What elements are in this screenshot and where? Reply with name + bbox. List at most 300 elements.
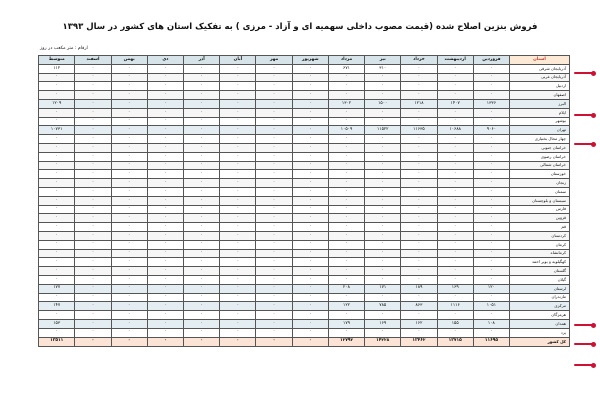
value-cell: ۰ [220, 258, 256, 267]
value-cell: ۰ [147, 161, 183, 170]
value-cell: ۰ [473, 258, 509, 267]
value-cell: ۰ [184, 258, 220, 267]
value-cell: ۰ [292, 249, 328, 258]
province-cell: کهگیلویه و بویر احمد [510, 258, 570, 267]
province-cell: ایلام [510, 108, 570, 117]
province-cell: یزد [510, 328, 570, 337]
value-cell: ۱۵۳ [39, 319, 75, 328]
value-cell: ۰ [220, 302, 256, 311]
value-cell: ۰ [147, 319, 183, 328]
value-cell: ۰ [75, 73, 111, 82]
value-cell: ۰ [473, 293, 509, 302]
value-cell: ۰ [39, 82, 75, 91]
value-cell: ۰ [184, 196, 220, 205]
value-cell: ۰ [75, 302, 111, 311]
value-cell: ۰ [75, 258, 111, 267]
table-row [39, 240, 570, 249]
value-cell: ۰ [111, 161, 147, 170]
value-cell: ۰ [75, 293, 111, 302]
value-cell: ۰ [473, 240, 509, 249]
value-cell: ۰ [473, 205, 509, 214]
value-cell: ۰ [184, 328, 220, 337]
province-cell: قزوین [510, 214, 570, 223]
value-cell: ۰ [256, 187, 292, 196]
value-cell: ۰ [39, 328, 75, 337]
value-cell: ۰ [473, 223, 509, 232]
value-cell: ۰ [220, 214, 256, 223]
value-cell: ۰ [437, 267, 473, 276]
value-cell: ۰ [111, 73, 147, 82]
total-label-cell: کل کشور [510, 337, 570, 346]
value-cell: ۱۰۶۸۸ [437, 126, 473, 135]
province-cell: زنجان [510, 179, 570, 188]
value-cell: ۰ [111, 117, 147, 126]
province-cell: خوزستان [510, 170, 570, 179]
value-cell: ۰ [437, 161, 473, 170]
column-header-province: استان [510, 56, 570, 65]
total-value-cell: ۰ [75, 337, 111, 346]
table-row [39, 328, 570, 337]
value-cell: ۰ [256, 64, 292, 73]
value-cell: ۰ [437, 240, 473, 249]
value-cell: ۰ [184, 187, 220, 196]
value-cell: ۰ [437, 196, 473, 205]
table-row [39, 170, 570, 179]
value-cell: ۰ [75, 108, 111, 117]
value-cell: ۰ [365, 108, 401, 117]
value-cell: ۰ [75, 319, 111, 328]
value-cell: ۱۰۸ [473, 319, 509, 328]
value-cell: ۰ [437, 205, 473, 214]
sales-table-container [38, 55, 570, 347]
value-cell: ۰ [75, 99, 111, 108]
value-cell: ۰ [75, 231, 111, 240]
value-cell: ۰ [220, 311, 256, 320]
value-cell: ۰ [147, 196, 183, 205]
value-cell: ۰ [437, 91, 473, 100]
value-cell: ۰ [437, 231, 473, 240]
value-cell: ۰ [328, 73, 364, 82]
province-cell: گلستان [510, 267, 570, 276]
value-cell: ۰ [184, 143, 220, 152]
value-cell: ۰ [184, 302, 220, 311]
value-cell: ۰ [75, 117, 111, 126]
value-cell: ۰ [437, 223, 473, 232]
value-cell: ۰ [473, 143, 509, 152]
value-cell: ۰ [292, 284, 328, 293]
table-row [39, 302, 570, 311]
value-cell: ۰ [111, 99, 147, 108]
table-row [39, 214, 570, 223]
highlight-arrow [574, 72, 593, 74]
total-value-cell: ۰ [184, 337, 220, 346]
value-cell: ۰ [184, 91, 220, 100]
value-cell: ۱۶۹ [365, 319, 401, 328]
table-row [39, 319, 570, 328]
province-cell: آذربایجان غربی [510, 73, 570, 82]
value-cell: ۰ [184, 152, 220, 161]
value-cell: ۰ [75, 187, 111, 196]
value-cell: ۰ [365, 267, 401, 276]
value-cell: ۰ [39, 117, 75, 126]
value-cell: ۰ [292, 161, 328, 170]
value-cell: ۰ [437, 258, 473, 267]
value-cell: ۰ [365, 231, 401, 240]
value-cell: ۰ [111, 64, 147, 73]
value-cell: ۰ [328, 328, 364, 337]
value-cell: ۰ [365, 161, 401, 170]
value-cell: ۰ [437, 135, 473, 144]
value-cell: ۰ [220, 223, 256, 232]
value-cell: ۰ [437, 108, 473, 117]
table-row [39, 117, 570, 126]
value-cell: ۰ [328, 82, 364, 91]
value-cell: ۰ [147, 82, 183, 91]
value-cell: ۰ [184, 231, 220, 240]
value-cell: ۰ [39, 231, 75, 240]
value-cell: ۰ [256, 196, 292, 205]
value-cell: ۰ [473, 267, 509, 276]
value-cell: ۰ [292, 73, 328, 82]
value-cell: ۰ [147, 302, 183, 311]
value-cell: ۰ [39, 91, 75, 100]
value-cell: ۰ [473, 135, 509, 144]
value-cell: ۰ [473, 73, 509, 82]
value-cell: ۰ [437, 82, 473, 91]
value-cell: ۰ [328, 258, 364, 267]
column-header: اسفند [75, 56, 111, 65]
value-cell: ۰ [256, 117, 292, 126]
value-cell: ۰ [401, 328, 437, 337]
value-cell: ۰ [184, 311, 220, 320]
value-cell: ۰ [220, 179, 256, 188]
value-cell: ۰ [256, 205, 292, 214]
value-cell: ۸۶۳ [401, 302, 437, 311]
value-cell: ۰ [473, 179, 509, 188]
value-cell: ۰ [256, 293, 292, 302]
value-cell: ۰ [75, 311, 111, 320]
value-cell: ۰ [256, 240, 292, 249]
value-cell: ۰ [39, 267, 75, 276]
value-cell: ۰ [292, 231, 328, 240]
value-cell: ۰ [365, 328, 401, 337]
value-cell: ۰ [401, 196, 437, 205]
highlight-arrow [574, 324, 593, 326]
value-cell: ۰ [75, 152, 111, 161]
table-row [39, 64, 570, 73]
value-cell: ۰ [473, 170, 509, 179]
value-cell: ۰ [147, 284, 183, 293]
value-cell: ۰ [39, 161, 75, 170]
value-cell: ۰ [328, 267, 364, 276]
value-cell: ۰ [184, 319, 220, 328]
value-cell: ۱۷۹ [328, 319, 364, 328]
value-cell: ۰ [147, 240, 183, 249]
province-cell: لرستان [510, 284, 570, 293]
value-cell: ۰ [328, 135, 364, 144]
value-cell: ۰ [256, 126, 292, 135]
value-cell: ۰ [220, 117, 256, 126]
value-cell: ۰ [75, 170, 111, 179]
table-row [39, 179, 570, 188]
value-cell: ۰ [401, 73, 437, 82]
value-cell: ۰ [111, 126, 147, 135]
value-cell: ۰ [184, 108, 220, 117]
value-cell: ۰ [256, 161, 292, 170]
value-cell: ۰ [365, 117, 401, 126]
value-cell: ۰ [39, 143, 75, 152]
table-row [39, 267, 570, 276]
value-cell: ۰ [111, 249, 147, 258]
value-cell: ۰ [220, 143, 256, 152]
value-cell: ۰ [292, 126, 328, 135]
table-row [39, 135, 570, 144]
value-cell: ۰ [75, 249, 111, 258]
value-cell: ۰ [401, 143, 437, 152]
total-value-cell: ۱۳۵۱۱ [39, 337, 75, 346]
value-cell: ۰ [437, 143, 473, 152]
value-cell: ۰ [184, 135, 220, 144]
value-cell: ۰ [184, 179, 220, 188]
value-cell: ۰ [147, 231, 183, 240]
value-cell: ۰ [220, 249, 256, 258]
header-row [39, 56, 570, 65]
value-cell: ۰ [292, 258, 328, 267]
value-cell: ۰ [147, 311, 183, 320]
value-cell: ۰ [111, 223, 147, 232]
value-cell: ۰ [75, 143, 111, 152]
value-cell: ۰ [401, 249, 437, 258]
value-cell: ۱۴۰۷ [437, 99, 473, 108]
column-header: مرداد [328, 56, 364, 65]
value-cell: ۰ [401, 135, 437, 144]
value-cell: ۱۱۵۲۲ [365, 126, 401, 135]
value-cell: ۰ [75, 126, 111, 135]
province-cell: هرمزگان [510, 311, 570, 320]
value-cell: ۰ [473, 214, 509, 223]
value-cell: ۰ [75, 205, 111, 214]
table-row [39, 231, 570, 240]
value-cell: ۰ [401, 293, 437, 302]
column-header: شهریور [292, 56, 328, 65]
value-cell: ۰ [75, 179, 111, 188]
value-cell: ۰ [365, 196, 401, 205]
value-cell: ۰ [184, 73, 220, 82]
value-cell: ۰ [220, 196, 256, 205]
value-cell: ۰ [292, 267, 328, 276]
column-header: مهر [256, 56, 292, 65]
value-cell: ۰ [473, 117, 509, 126]
value-cell: ۰ [220, 73, 256, 82]
value-cell: ۰ [39, 214, 75, 223]
value-cell: ۰ [328, 240, 364, 249]
value-cell: ۰ [328, 311, 364, 320]
value-cell: ۰ [220, 231, 256, 240]
value-cell: ۰ [328, 293, 364, 302]
value-cell: ۰ [401, 152, 437, 161]
value-cell: ۰ [437, 293, 473, 302]
value-cell: ۰ [365, 240, 401, 249]
value-cell: ۰ [147, 328, 183, 337]
value-cell: ۰ [365, 82, 401, 91]
value-cell: ۱۶۹ [437, 284, 473, 293]
value-cell: ۰ [292, 196, 328, 205]
value-cell: ۰ [365, 135, 401, 144]
value-cell: ۱۷۷ [39, 284, 75, 293]
value-cell: ۰ [220, 126, 256, 135]
value-cell: ۰ [147, 205, 183, 214]
value-cell: ۰ [256, 302, 292, 311]
value-cell: ۰ [39, 170, 75, 179]
value-cell: ۰ [184, 82, 220, 91]
value-cell: ۱۶۲ [401, 319, 437, 328]
value-cell: ۰ [147, 73, 183, 82]
value-cell: ۰ [437, 249, 473, 258]
value-cell: ۰ [292, 91, 328, 100]
value-cell: ۰ [256, 108, 292, 117]
value-cell: ۰ [111, 302, 147, 311]
table-row [39, 284, 570, 293]
value-cell: ۰ [256, 91, 292, 100]
value-cell: ۰ [111, 170, 147, 179]
value-cell: ۰ [401, 258, 437, 267]
value-cell: ۰ [437, 311, 473, 320]
value-cell: ۰ [437, 328, 473, 337]
value-cell: ۰ [328, 196, 364, 205]
value-cell: ۰ [75, 135, 111, 144]
value-cell: ۰ [220, 240, 256, 249]
province-cell: فارس [510, 205, 570, 214]
value-cell: ۰ [473, 91, 509, 100]
total-value-cell: ۱۲۷۹۲ [328, 337, 364, 346]
value-cell: ۰ [437, 152, 473, 161]
value-cell: ۰ [292, 64, 328, 73]
value-cell: ۰ [39, 187, 75, 196]
value-cell: ۰ [473, 311, 509, 320]
total-value-cell: ۰ [147, 337, 183, 346]
table-row [39, 161, 570, 170]
value-cell: ۱۸۹ [401, 284, 437, 293]
column-header: اردیبهشت [437, 56, 473, 65]
value-cell: ۱۵۵ [437, 319, 473, 328]
province-cell: اردبیل [510, 82, 570, 91]
highlight-arrow [574, 343, 593, 345]
total-value-cell: ۰ [220, 337, 256, 346]
value-cell: ۰ [292, 82, 328, 91]
value-cell: ۰ [39, 152, 75, 161]
value-cell: ۰ [111, 275, 147, 284]
value-cell: ۰ [184, 99, 220, 108]
value-cell: ۰ [256, 249, 292, 258]
value-cell: ۰ [184, 275, 220, 284]
value-cell: ۰ [39, 249, 75, 258]
value-cell: ۰ [328, 152, 364, 161]
value-cell: ۰ [365, 205, 401, 214]
highlight-arrow [574, 114, 593, 116]
value-cell: ۰ [220, 135, 256, 144]
value-cell: ۰ [147, 249, 183, 258]
value-cell: ۰ [147, 187, 183, 196]
value-cell: ۰ [184, 223, 220, 232]
value-cell: ۰ [75, 82, 111, 91]
value-cell: ۰ [111, 187, 147, 196]
value-cell: ۰ [473, 82, 509, 91]
value-cell: ۰ [328, 117, 364, 126]
value-cell: ۰ [256, 311, 292, 320]
province-cell: سمنان [510, 187, 570, 196]
value-cell: ۰ [365, 170, 401, 179]
value-cell: ۱۱۶۳۵ [401, 126, 437, 135]
province-cell: کرمانشاه [510, 249, 570, 258]
value-cell: ۰ [292, 179, 328, 188]
value-cell: ۰ [256, 135, 292, 144]
value-cell: ۰ [365, 275, 401, 284]
value-cell: ۰ [147, 214, 183, 223]
value-cell: ۰ [220, 267, 256, 276]
value-cell: ۲۰۸ [328, 284, 364, 293]
value-cell: ۰ [111, 108, 147, 117]
value-cell: ۰ [147, 258, 183, 267]
value-cell: ۰ [401, 187, 437, 196]
value-cell: ۰ [256, 143, 292, 152]
value-cell: ۰ [75, 328, 111, 337]
value-cell: ۰ [328, 143, 364, 152]
value-cell: ۰ [256, 319, 292, 328]
value-cell: ۱۰۵۰۹ [328, 126, 364, 135]
column-header: متوسط [39, 56, 75, 65]
province-cell: مازندران [510, 293, 570, 302]
value-cell: ۰ [184, 284, 220, 293]
table-row [39, 275, 570, 284]
value-cell: ۱۴۷ [39, 302, 75, 311]
value-cell: ۰ [184, 293, 220, 302]
value-cell: ۰ [75, 64, 111, 73]
value-cell: ۱۲۰۹ [39, 99, 75, 108]
column-header: تیر [365, 56, 401, 65]
value-cell: ۰ [184, 161, 220, 170]
value-cell: ۰ [184, 126, 220, 135]
value-cell: ۰ [473, 328, 509, 337]
value-cell: ۰ [220, 275, 256, 284]
province-cell: گیلان [510, 275, 570, 284]
value-cell: ۰ [111, 293, 147, 302]
column-header: بهمن [111, 56, 147, 65]
column-header: آذر [184, 56, 220, 65]
value-cell: ۰ [437, 64, 473, 73]
value-cell: ۰ [292, 223, 328, 232]
value-cell: ۰ [401, 223, 437, 232]
value-cell: ۰ [39, 293, 75, 302]
highlight-arrow [574, 364, 593, 366]
value-cell: ۰ [220, 293, 256, 302]
value-cell: ۰ [111, 82, 147, 91]
value-cell: ۰ [220, 284, 256, 293]
value-cell: ۰ [256, 82, 292, 91]
value-cell: ۰ [75, 161, 111, 170]
value-cell: ۰ [220, 170, 256, 179]
table-row [39, 73, 570, 82]
value-cell: ۰ [365, 143, 401, 152]
value-cell: ۰ [75, 196, 111, 205]
value-cell: ۰ [437, 170, 473, 179]
value-cell: ۰ [292, 170, 328, 179]
value-cell: ۰ [75, 275, 111, 284]
value-cell: ۰ [147, 135, 183, 144]
value-cell: ۰ [473, 275, 509, 284]
value-cell: ۰ [292, 143, 328, 152]
value-cell: ۰ [220, 152, 256, 161]
value-cell: ۱۰۷۳۱ [39, 126, 75, 135]
